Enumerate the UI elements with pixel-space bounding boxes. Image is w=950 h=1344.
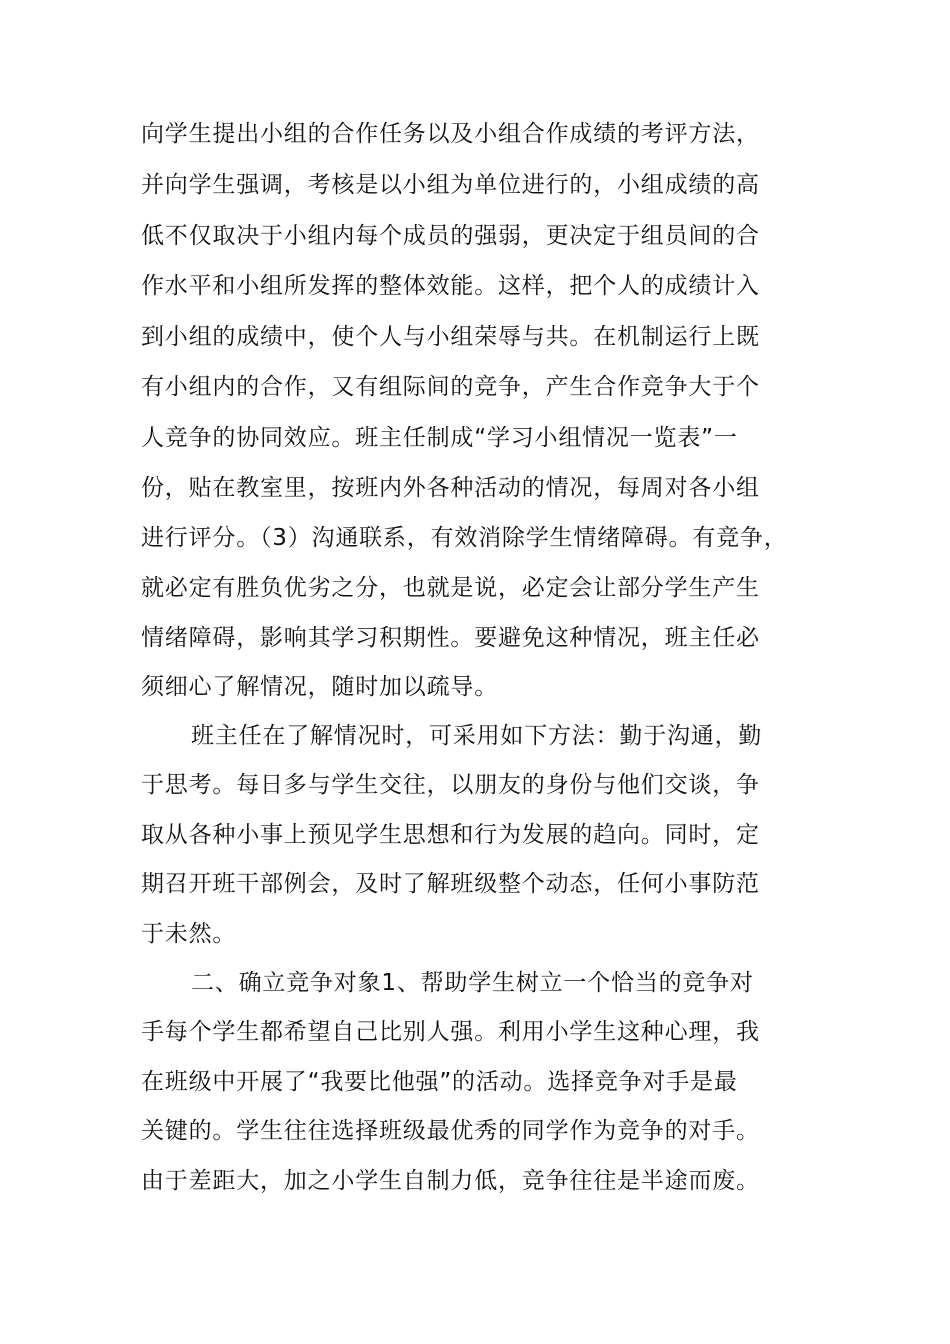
text-line: 人竞争的协同效应。班主任制成“学习小组情况一览表”一: [141, 425, 738, 451]
text-line: 有小组内的合作，又有组际间的竞争，产生合作竞争大于个: [141, 374, 760, 400]
text-line: 关键的。学生往往选择班级最优秀的同学作为竞争的对手。: [141, 1118, 760, 1144]
text-line: 情绪障碍，影响其学习积期性。要避免这种情况，班主任必: [141, 625, 760, 651]
paragraph-first-line: 班主任在了解情况时，可采用如下方法：勤于沟通，勤: [191, 723, 763, 749]
text-line: 就必定有胜负优劣之分，也就是说，必定会让部分学生产生: [141, 575, 760, 601]
text-line: 份，贴在教室里，按班内外各种活动的情况，每周对各小组: [141, 475, 760, 501]
text-line: 于未然。: [141, 921, 237, 947]
text-line: 期召开班干部例会，及时了解班级整个动态，任何小事防范: [141, 871, 760, 897]
text-line: 向学生提出小组的合作任务以及小组合作成绩的考评方法，: [141, 121, 760, 147]
text-line: 并向学生强调，考核是以小组为单位进行的，小组成绩的高: [141, 172, 760, 198]
text-line: 作水平和小组所发挥的整体效能。这样，把个人的成绩计入: [141, 273, 760, 299]
text-line: 于思考。每日多与学生交往，以朋友的身份与他们交谈，争: [141, 772, 760, 798]
text-line: 手每个学生都希望自己比别人强。利用小学生这种心理，我: [141, 1019, 760, 1045]
text-line: 须细心了解情况，随时加以疏导。: [141, 674, 498, 700]
text-line: 到小组的成绩中，使个人与小组荣辱与共。在机制运行上既: [141, 324, 760, 350]
text-line: 取从各种小事上预见学生思想和行为发展的趋向。同时，定: [141, 822, 760, 848]
text-line: 低不仅取决于小组内每个成员的强弱，更决定于组员间的合: [141, 223, 760, 249]
text-line: 在班级中开展了“我要比他强”的活动。选择竞争对手是最: [141, 1069, 738, 1095]
text-line: 进行评分。（3）沟通联系，有效消除学生情绪障碍。有竞争，: [141, 525, 788, 551]
text-line: 由于差距大，加之小学生自制力低，竞争往往是半途而废。: [141, 1168, 760, 1194]
paragraph-first-line: 二、确立竞争对象1、帮助学生树立一个恰当的竞争对: [191, 970, 754, 996]
